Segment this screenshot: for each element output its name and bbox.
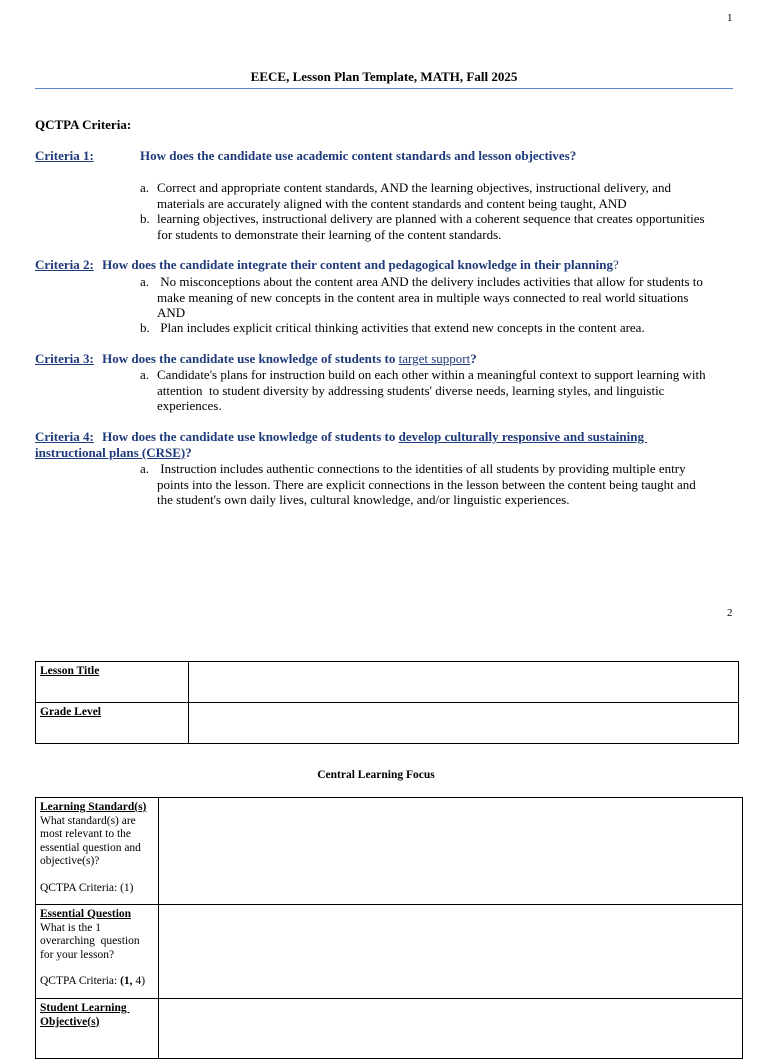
- criteria-question-link[interactable]: instructional plans (CRSE): [35, 445, 186, 460]
- criteria-4-item-a: [140, 461, 740, 509]
- list-marker: b.: [140, 211, 150, 226]
- lesson-title-input[interactable]: [189, 662, 739, 703]
- essential-question-desc: for your lesson?: [40, 948, 115, 961]
- lesson-title-label: Lesson Title: [40, 665, 100, 677]
- criteria-1-item-a: [140, 180, 740, 212]
- list-item-text: experiences.: [157, 398, 222, 413]
- page-number: 2: [727, 607, 733, 619]
- learning-standard-desc: essential question and: [40, 841, 141, 854]
- criteria-3-item-a: [140, 367, 740, 415]
- list-item-text: AND: [157, 305, 186, 320]
- list-marker: a.: [140, 461, 150, 476]
- list-marker: a.: [140, 274, 150, 289]
- criteria-4-heading-cont: [35, 445, 192, 461]
- criteria-3-heading: [35, 351, 477, 367]
- criteria-question: How does the candidate use knowledge of students to: [102, 429, 399, 444]
- criteria-label: Criteria 2:: [35, 257, 94, 272]
- student-objective-input[interactable]: [159, 999, 743, 1059]
- criteria-question-mark: ?: [612, 257, 619, 272]
- list-item-text: make meaning of new concepts in the content area in multiple ways connected to real world situations: [157, 289, 689, 305]
- list-item-text: No misconceptions about the content area AND the delivery includes activities that allow for students to: [157, 274, 703, 289]
- criteria-question: How does the candidate use knowledge of students to: [102, 351, 399, 366]
- list-item-text: materials are accurately aligned with the content standards and content being taught, AND: [157, 195, 627, 211]
- criteria-label: Criteria 4:: [35, 429, 94, 444]
- student-objective-label: Objective(s): [40, 1015, 100, 1028]
- list-item-text: for students to demonstrate their learning of the content standards.: [157, 226, 502, 242]
- qctpa-heading: QCTPA Criteria:: [35, 117, 132, 132]
- criteria-2-item-a: [140, 274, 740, 322]
- grade-level-label-cell: [36, 703, 189, 744]
- list-marker: a.: [140, 180, 150, 195]
- student-objective-label: Student Learning: [40, 1002, 130, 1014]
- central-learning-focus-table: [35, 797, 743, 1059]
- essential-question-desc: What is the 1: [40, 921, 101, 934]
- student-objective-label-cell: [36, 999, 159, 1059]
- grade-level-input[interactable]: [189, 703, 739, 744]
- criteria-question-mark: ?: [185, 445, 192, 460]
- list-item-text: points into the lesson. There are explicit connections in the lesson between the content being taught and: [157, 476, 696, 492]
- learning-standard-input[interactable]: [159, 798, 743, 905]
- learning-standard-desc: objective(s)?: [40, 855, 100, 867]
- criteria-question-link[interactable]: develop culturally responsive and sustaining: [398, 429, 648, 444]
- criteria-bold: (1,: [120, 975, 133, 987]
- criteria-text: QCTPA Criteria:: [40, 975, 121, 987]
- lesson-title-label-cell: [36, 662, 189, 703]
- central-learning-focus-heading: Central Learning Focus: [317, 769, 435, 781]
- lesson-info-table: [35, 661, 739, 744]
- essential-question-desc: overarching question: [40, 935, 140, 947]
- list-item-text: Plan includes explicit critical thinking activities that extend new concepts in the content area.: [157, 320, 645, 335]
- list-item-text: Candidate's plans for instruction build on each other within a meaningful context to support learning with: [157, 367, 706, 382]
- header-divider: [35, 88, 733, 89]
- learning-standard-label-cell: [36, 798, 159, 905]
- criteria-1-heading: [35, 148, 577, 164]
- document-title: EECE, Lesson Plan Template, MATH, Fall 2025: [250, 69, 518, 84]
- criteria-2-heading: [35, 257, 619, 273]
- page-number: 1: [727, 12, 733, 24]
- criteria-question: How does the candidate use academic content standards and lesson objectives?: [140, 148, 577, 163]
- criteria-question-link[interactable]: target support: [398, 351, 471, 366]
- criteria-label: Criteria 3:: [35, 351, 94, 366]
- list-item-text: attention to student diversity by addressing students' diverse needs, learning styles, and linguistic: [157, 382, 665, 398]
- essential-question-input[interactable]: [159, 905, 743, 999]
- list-item-text: learning objectives, instructional delivery are planned with a coherent sequence that creates opportunities: [157, 211, 705, 226]
- list-item-text: the student's own daily lives, cultural knowledge, and/or linguistic experiences.: [157, 492, 570, 507]
- list-marker: b.: [140, 320, 150, 335]
- criteria-label: Criteria 1:: [35, 148, 94, 163]
- criteria-2-item-b: [140, 320, 740, 336]
- list-item-text: Correct and appropriate content standards, AND the learning objectives, instructional delivery, and: [157, 180, 671, 195]
- learning-standard-desc: most relevant to the: [40, 828, 132, 840]
- list-item-text: Instruction includes authentic connections to the identities of all students by providing multiple entry: [157, 461, 686, 476]
- list-marker: a.: [140, 367, 150, 382]
- essential-question-label: Essential Question: [40, 908, 132, 920]
- criteria-question-mark: ?: [470, 351, 477, 366]
- criteria-text: 4): [132, 975, 146, 987]
- criteria-1-item-b: [140, 211, 740, 243]
- learning-standard-desc: What standard(s) are: [40, 814, 136, 827]
- criteria-4-heading: [35, 429, 647, 445]
- learning-standard-label: Learning Standard(s): [40, 801, 147, 813]
- grade-level-label: Grade Level: [40, 706, 101, 718]
- learning-standard-criteria: QCTPA Criteria: (1): [40, 881, 134, 894]
- essential-question-criteria: [40, 975, 154, 989]
- criteria-question: How does the candidate integrate their content and pedagogical knowledge in their planning: [102, 257, 613, 272]
- essential-question-label-cell: [36, 905, 159, 999]
